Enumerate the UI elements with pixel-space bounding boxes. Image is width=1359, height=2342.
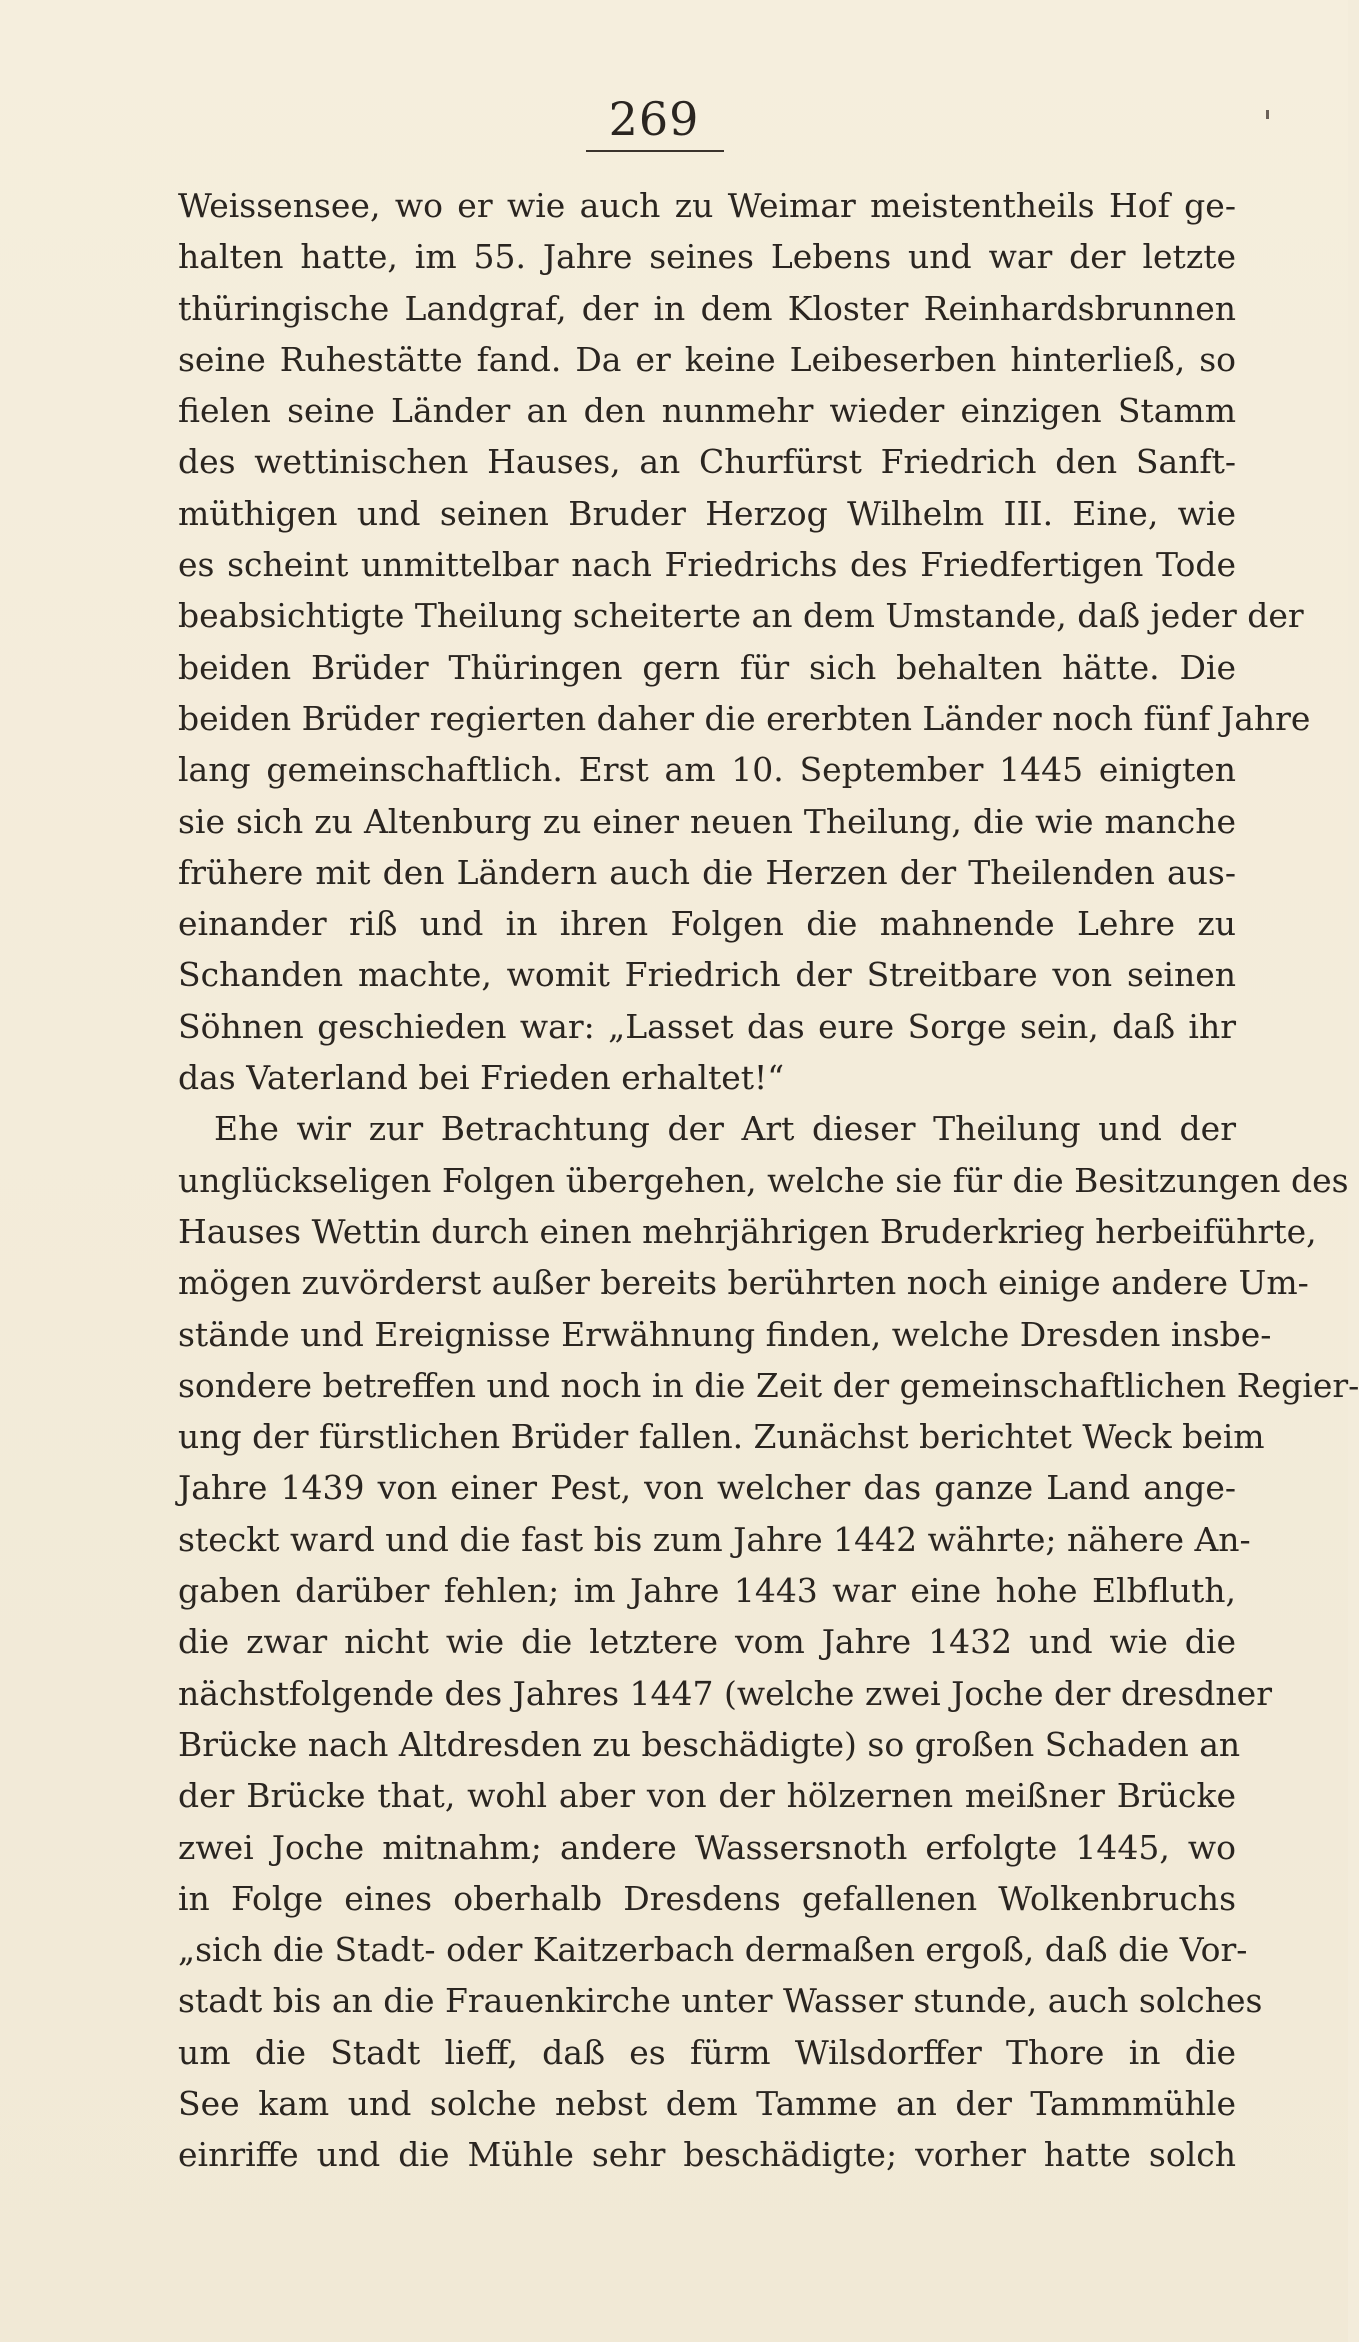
text-line: sondere betreffen und noch in die Zeit der gemeinschaftlichen Regier-	[178, 1365, 1359, 1405]
text-line: nächstfolgende des Jahres 1447 (welche zwei Joche der dresdner	[178, 1673, 1272, 1713]
text-line: zwei Joche mitnahm; andere Wassersnoth erfolgte 1445, wo	[178, 1827, 1236, 1867]
text-line: der Brücke that, wohl aber von der hölzernen meißner Brücke	[178, 1776, 1236, 1816]
page-number: 269	[608, 92, 700, 146]
text-line: „sich die Stadt- oder Kaitzerbach dermaßen ergoß, daß die Vor-	[178, 1930, 1248, 1970]
text-line: einriffe und die Mühle sehr beschädigte; vorher hatte solch	[178, 2135, 1236, 2175]
text-line: beabsichtigte Theilung scheiterte an dem Umstande, daß jeder der	[178, 596, 1304, 636]
text-line: Schanden machte, womit Friedrich der Streitbare von seinen	[178, 955, 1236, 995]
text-line: mögen zuvörderst außer bereits berührten noch einige andere Um-	[178, 1263, 1309, 1303]
text-line: frühere mit den Ländern auch die Herzen der Theilenden aus-	[178, 852, 1236, 892]
text-line: Jahre 1439 von einer Pest, von welcher das ganze Land ange-	[178, 1468, 1236, 1508]
text-line: stadt bis an die Frauenkirche unter Wasser stunde, auch solches	[178, 1981, 1263, 2021]
text-line: unglückseligen Folgen übergehen, welche sie für die Besitzungen des	[178, 1160, 1349, 1200]
text-line: steckt ward und die fast bis zum Jahre 1442 währte; nähere An-	[178, 1519, 1251, 1559]
paragraph-start: Ehe wir zur Betrachtung der Art dieser Theilung und der	[214, 1109, 1236, 1149]
text-line: Weissensee, wo er wie auch zu Weimar meistentheils Hof ge-	[178, 186, 1236, 225]
text-line: die zwar nicht wie die letztere vom Jahre 1432 und wie die	[178, 1622, 1236, 1662]
text-line: See kam und solche nebst dem Tamme an der Tammmühle	[178, 2083, 1236, 2123]
text-line: es scheint unmittelbar nach Friedrichs des Friedfertigen Tode	[178, 545, 1236, 585]
text-line: Söhnen geschieden war: „Lasset das eure Sorge sein, daß ihr	[178, 1006, 1236, 1046]
text-line: halten hatte, im 55. Jahre seines Lebens und war der letzte	[178, 237, 1236, 277]
text-line: Hauses Wettin durch einen mehrjährigen Bruderkrieg herbeiführte,	[178, 1211, 1317, 1251]
body-text	[178, 180, 1359, 2181]
text-line: lang gemeinschaftlich. Erst am 10. September 1445 einigten	[178, 750, 1236, 790]
text-line: sie sich zu Altenburg zu einer neuen Theilung, die wie manche	[178, 801, 1236, 841]
text-line: seine Ruhestätte fand. Da er keine Leibeserben hinterließ, so	[178, 339, 1236, 379]
text-line: fielen seine Länder an den nunmehr wieder einzigen Stamm	[178, 391, 1236, 431]
text-line: um die Stadt lieff, daß es fürm Wilsdorffer Thore in die	[178, 2032, 1236, 2072]
text-line: gaben darüber fehlen; im Jahre 1443 war eine hohe Elbfluth,	[178, 1571, 1236, 1611]
text-line: Brücke nach Altdresden zu beschädigte) so großen Schaden an	[178, 1724, 1241, 1764]
text-line: stände und Ereignisse Erwähnung finden, welche Dresden insbe-	[178, 1314, 1272, 1354]
text-line: beiden Brüder Thüringen gern für sich behalten hätte. Die	[178, 647, 1236, 687]
text-line: thüringische Landgraf, der in dem Kloster Reinhardsbrunnen	[178, 288, 1236, 328]
text-line: des wettinischen Hauses, an Churfürst Friedrich den Sanft-	[178, 442, 1236, 482]
header-rule	[586, 150, 724, 152]
text-line: einander riß und in ihren Folgen die mahnende Lehre zu	[178, 904, 1236, 944]
text-line: beiden Brüder regierten daher die ererbten Länder noch fünf Jahre	[178, 698, 1311, 738]
text-line: das Vaterland bei Frieden erhaltet!“	[178, 1058, 785, 1098]
text-line: müthigen und seinen Bruder Herzog Wilhelm III. Eine, wie	[178, 493, 1236, 533]
print-speck	[1266, 110, 1269, 119]
text-line: ung der fürstlichen Brüder fallen. Zunächst berichtet Weck beim	[178, 1417, 1265, 1457]
text-line: in Folge eines oberhalb Dresdens gefallenen Wolkenbruchs	[178, 1878, 1236, 1918]
